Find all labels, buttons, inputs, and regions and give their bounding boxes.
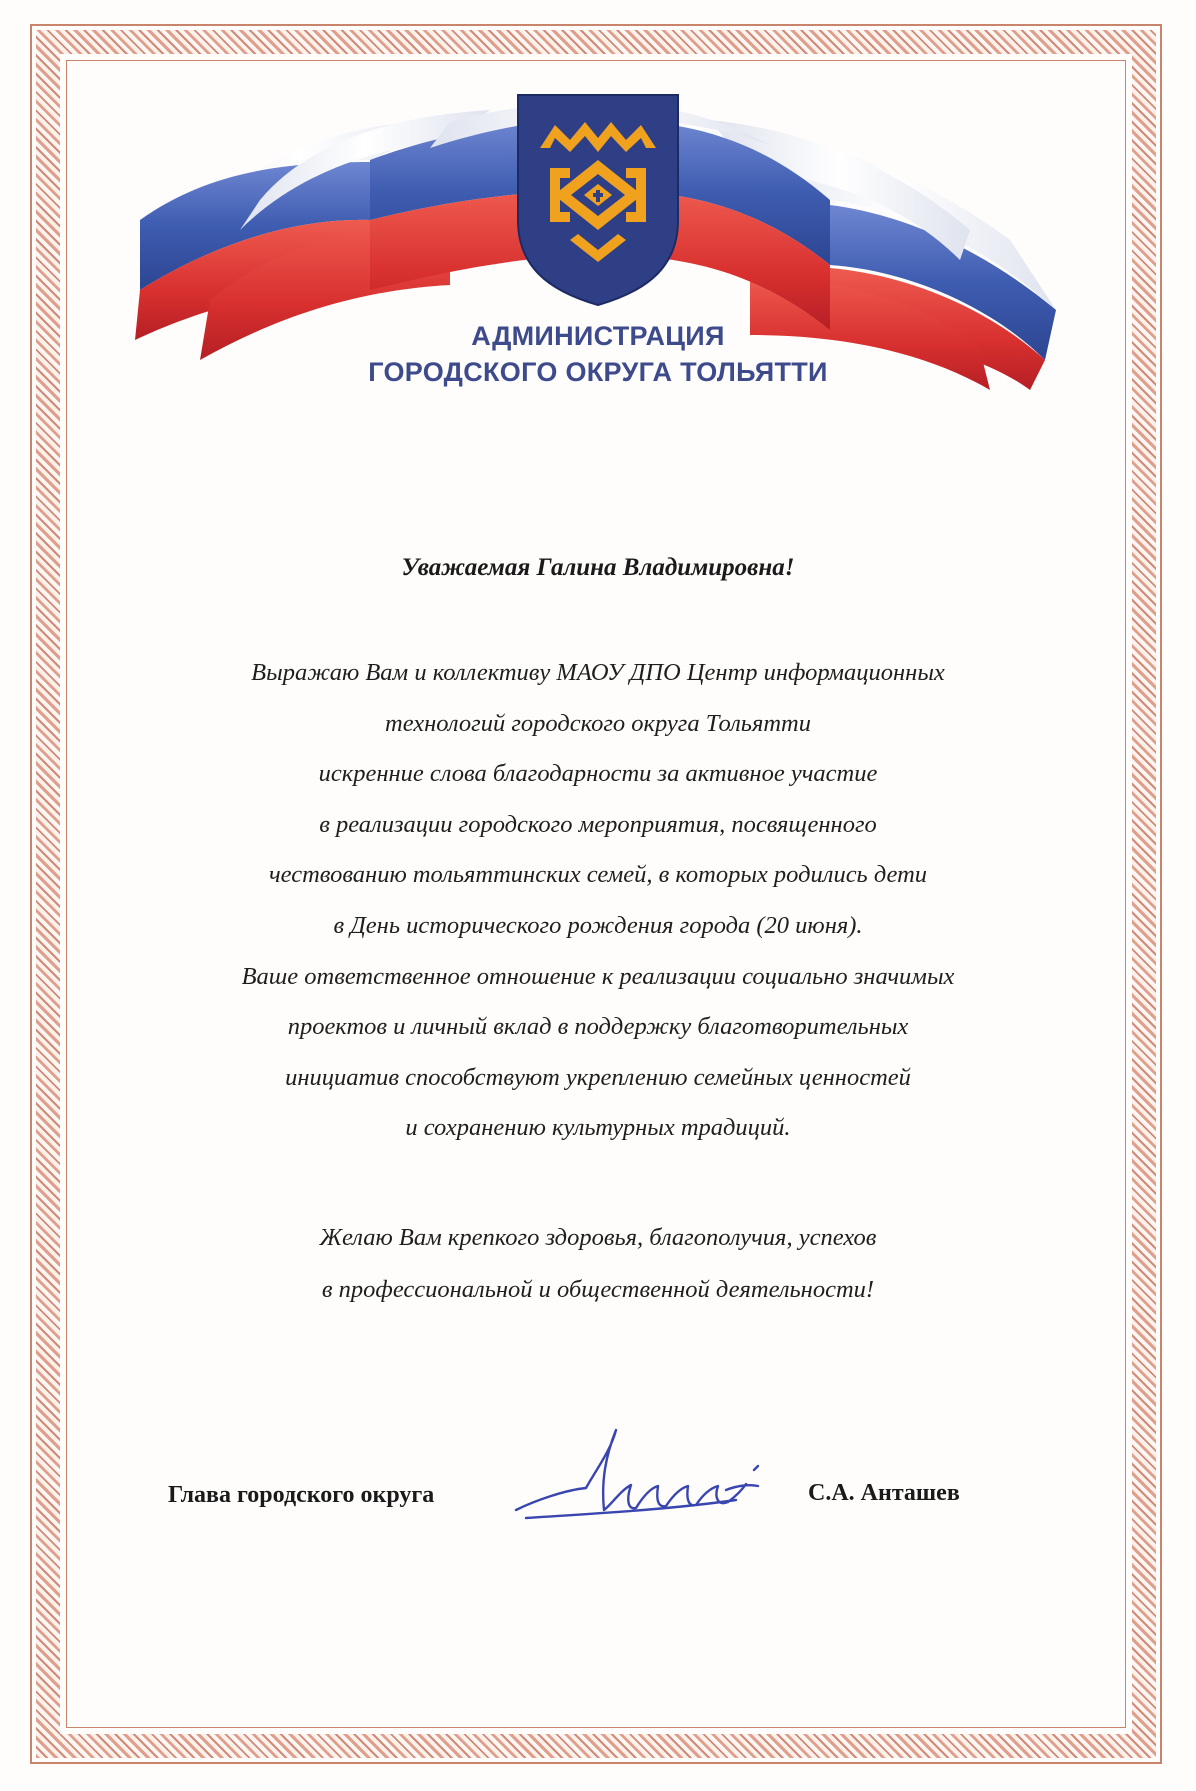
signatory-role: Глава городского округа <box>168 1482 435 1508</box>
letter-wishes <box>140 1212 1056 1316</box>
body-line: Выражаю Вам и коллективу МАОУ ДПО Центр информационных <box>251 659 945 686</box>
body-line: проектов и личный вклад в поддержку благотворительных <box>287 1013 909 1041</box>
body-line: в реализации городского мероприятия, посвященного <box>319 810 877 838</box>
wish-line: в профессиональной и общественной деятельности! <box>321 1276 875 1303</box>
body-line: Ваше ответственное отношение к реализации социально значимых <box>241 962 955 990</box>
salutation: Уважаемая Галина Владимировна! <box>401 554 795 581</box>
body-line: и сохранению культурных традиций. <box>405 1114 791 1142</box>
body-line: искренние слова благодарности за активное участие <box>318 760 878 788</box>
body-line: инициатив способствуют укреплению семейных ценностей <box>285 1063 911 1091</box>
administration-title <box>0 318 1196 390</box>
body-line: технологий городского округа Тольятти <box>385 709 811 737</box>
signatory-name: С.А. Анташев <box>808 1480 960 1506</box>
wish-line: Желаю Вам крепкого здоровья, благополучия, успехов <box>319 1224 877 1251</box>
administration-title-line1: АДМИНИСТРАЦИЯ <box>471 321 725 351</box>
body-line: чествованию тольяттинских семей, в которых родились дети <box>268 861 928 889</box>
administration-title-line2: ГОРОДСКОГО ОКРУГА ТОЛЬЯТТИ <box>368 357 828 387</box>
city-emblem-shield <box>518 95 678 305</box>
letter-body <box>140 648 1056 1154</box>
body-line: в День исторического рождения города (20 июня). <box>333 911 863 939</box>
handwritten-signature <box>496 1410 786 1540</box>
